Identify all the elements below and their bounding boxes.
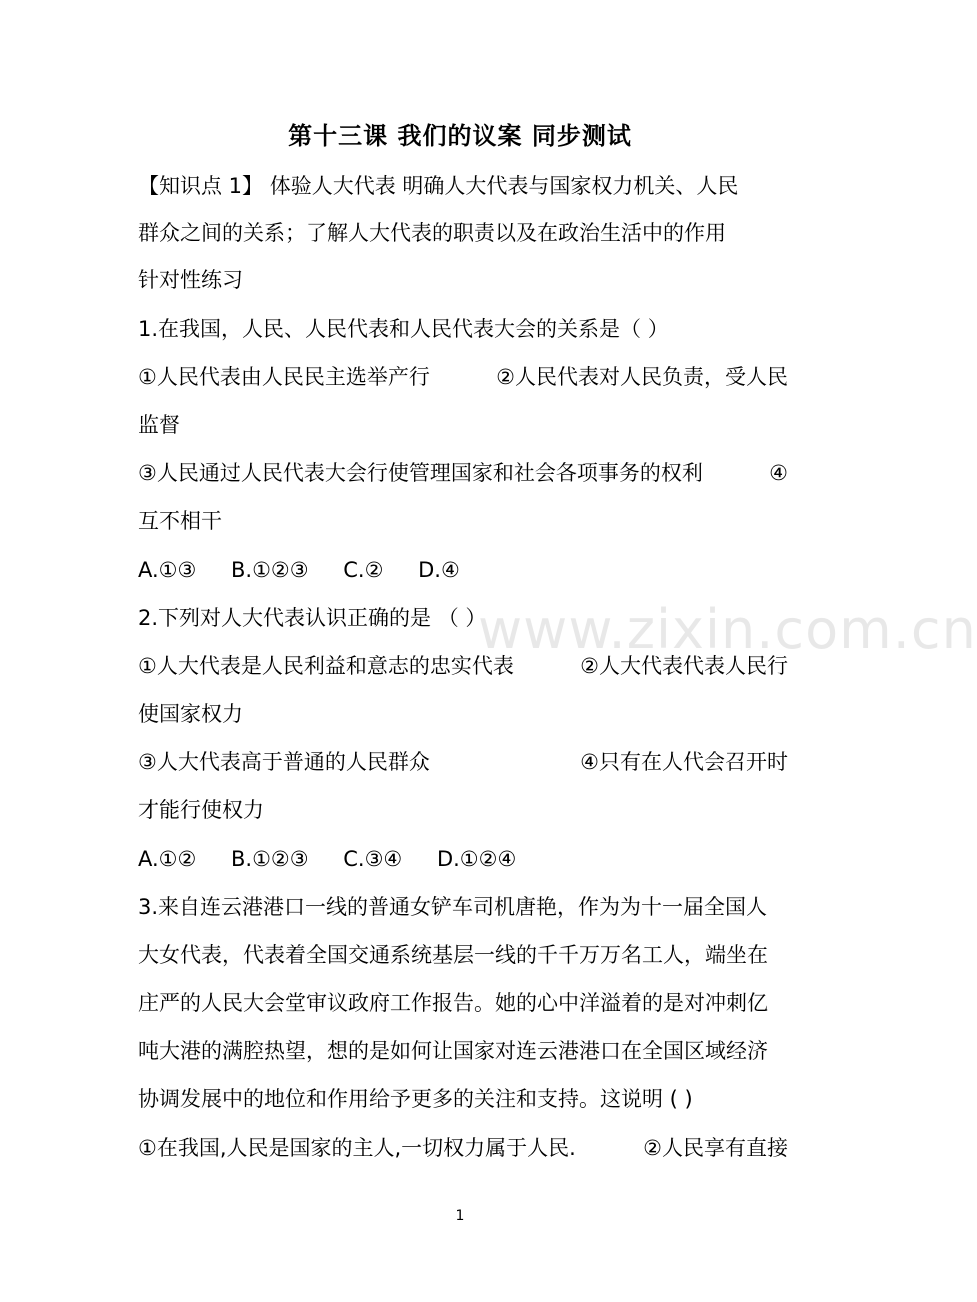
question-2-choice-c: C.③④: [343, 847, 403, 871]
knowledge-point-line-1: 【知识点 1】 体验人大代表 明确人大代表与国家权力机关、人民: [138, 174, 739, 198]
question-2-option-1: ①人大代表是人民利益和意志的忠实代表: [138, 654, 514, 678]
question-1-choice-d: D.④: [418, 558, 460, 582]
question-2-option-2: ②人大代表代表人民行: [580, 654, 788, 678]
question-1-choice-a: A.①③: [138, 558, 197, 582]
question-1-option-4: ④: [769, 461, 788, 485]
question-2-choices: [138, 843, 798, 875]
question-1-option-2-continued: 监督: [138, 413, 180, 437]
watermark: www.zixin.com.cn: [478, 598, 977, 661]
question-3-option-2: ②人民享有直接: [643, 1136, 788, 1160]
question-1-choices: [138, 554, 798, 586]
section-label: 针对性练习: [138, 268, 243, 292]
question-3-line-4: 吨大港的满腔热望，想的是如何让国家对连云港港口在全国区域经济: [138, 1039, 768, 1063]
question-1-option-3: ③人民通过人民代表大会行使管理国家和社会各项事务的权利: [138, 461, 703, 485]
question-2-choice-a: A.①②: [138, 847, 197, 871]
question-1-choice-c: C.②: [343, 558, 384, 582]
question-2-choice-b: B.①②③: [231, 847, 309, 871]
question-2-choice-d: D.①②④: [436, 847, 517, 871]
question-2-options-row-2: [138, 746, 788, 778]
page-title: 第十三课 我们的议案 同步测试: [288, 122, 632, 150]
question-2-option-4: ④只有在人代会召开时: [580, 750, 788, 774]
question-1-option-4-continued: 互不相干: [138, 509, 222, 533]
question-3-options-row-1: [138, 1132, 788, 1164]
question-3-line-2: 大女代表，代表着全国交通系统基层一线的千千万万名工人，端坐在: [138, 943, 768, 967]
question-3-option-1: ①在我国,人民是国家的主人,一切权力属于人民.: [138, 1136, 576, 1160]
question-1-options-row-1: [138, 361, 788, 393]
question-1-options-row-2: [138, 457, 788, 489]
question-3-line-5: 协调发展中的地位和作用给予更多的关注和支持。这说明 ( ): [138, 1087, 693, 1111]
question-3-line-1: 3.来自连云港港口一线的普通女铲车司机唐艳，作为为十一届全国人: [138, 895, 768, 919]
question-1-stem: 1.在我国，人民、人民代表和人民代表大会的关系是（ ）: [138, 317, 669, 341]
question-2-option-2-continued: 使国家权力: [138, 702, 243, 726]
question-1-option-1: ①人民代表由人民民主选举产行: [138, 365, 430, 389]
question-3-line-3: 庄严的人民大会堂审议政府工作报告。她的心中洋溢着的是对冲刺亿: [138, 991, 768, 1015]
question-1-option-2: ②人民代表对人民负责，受人民: [496, 365, 788, 389]
question-2-stem: 2.下列对人大代表认识正确的是 （ ）: [138, 606, 487, 630]
question-2-option-3: ③人大代表高于普通的人民群众: [138, 750, 430, 774]
question-1-choice-b: B.①②③: [231, 558, 309, 582]
knowledge-point-line-2: 群众之间的关系；了解人大代表的职责以及在政治生活中的作用: [138, 221, 726, 245]
question-2-option-4-continued: 才能行使权力: [138, 798, 264, 822]
page-number: 1: [455, 1208, 465, 1224]
